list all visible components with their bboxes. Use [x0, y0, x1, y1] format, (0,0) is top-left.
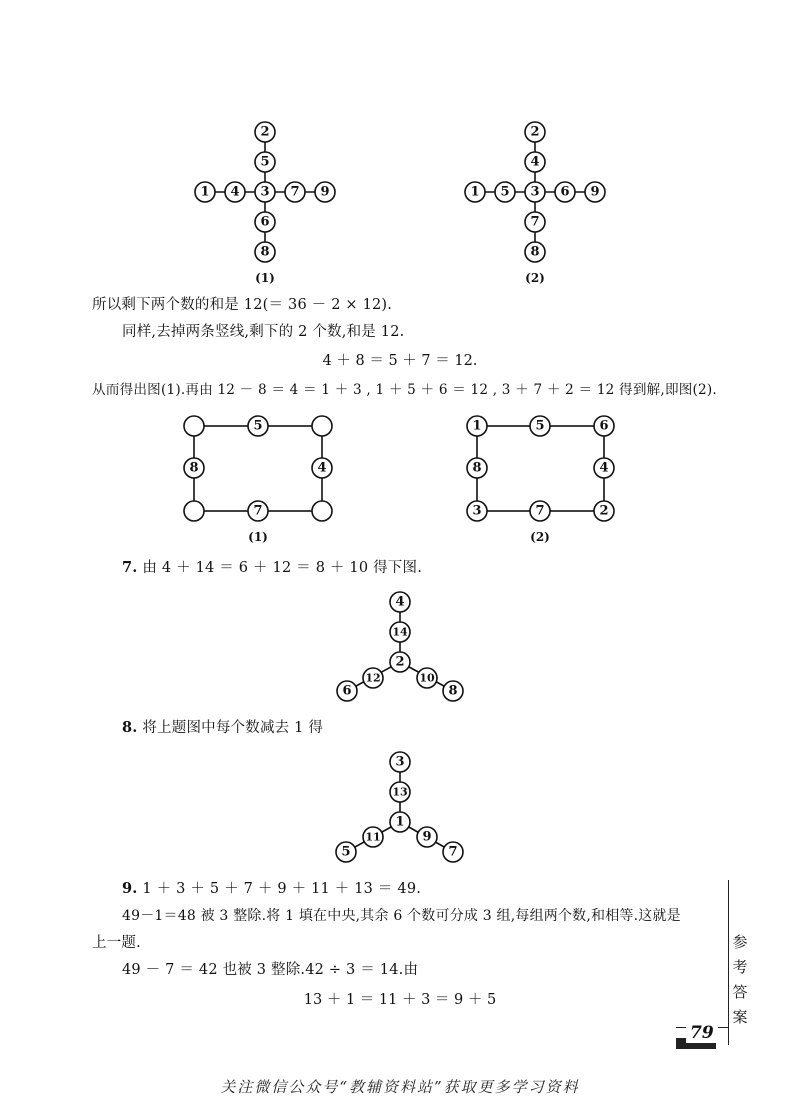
page-number: 79	[686, 1023, 718, 1043]
node-label: 5	[341, 844, 351, 860]
side-tab-char: 考	[732, 958, 748, 976]
figure-caption: (2)	[525, 271, 545, 285]
node-label: 4	[599, 460, 609, 476]
node-label: 6	[560, 184, 570, 200]
rect-figure-2	[467, 416, 614, 544]
text-line: 所以剩下两个数的和是 12(＝ 36 － 2 × 12).	[92, 297, 393, 313]
side-tab-char: 答	[732, 983, 748, 1001]
node-label: 7	[448, 844, 458, 860]
node-label: 7	[535, 503, 545, 519]
figure-caption: (2)	[530, 530, 550, 544]
node-label: 3	[530, 184, 540, 200]
problem-9	[122, 877, 421, 898]
problem-7	[122, 556, 422, 577]
node-label: 2	[530, 124, 540, 140]
node-label: 12	[365, 671, 381, 685]
text-line: 49－1＝48 被 3 整除.将 1 填在中央,其余 6 个数可分成 3 组,每组两个数,和相等.这就是	[122, 908, 681, 924]
node-label: 7	[530, 214, 540, 230]
node-label: 8	[189, 460, 199, 476]
node-label: 13	[392, 785, 408, 799]
footer-note: 关注微信公众号“教辅资料站”获取更多学习资料	[220, 1078, 580, 1096]
node-label: 3	[472, 503, 482, 519]
node-label: 6	[342, 683, 352, 699]
problem-number: 9.	[122, 880, 138, 897]
y-figure-7	[337, 592, 463, 701]
node-label: 11	[365, 830, 381, 844]
node-label: 10	[419, 671, 435, 685]
node-label: 9	[590, 184, 600, 200]
problem-number: 7.	[122, 559, 138, 576]
side-tab-char: 参	[732, 933, 748, 951]
node-label: 2	[260, 124, 270, 140]
node-label: 4	[230, 184, 240, 200]
node-label: 1	[395, 814, 405, 830]
problem-number: 8.	[122, 719, 138, 736]
node-label: 4	[317, 460, 327, 476]
cross-figure-1	[195, 122, 335, 285]
figure-caption: (1)	[248, 530, 268, 544]
node-label: 9	[422, 829, 432, 845]
node-label: 2	[599, 503, 609, 519]
y-figure-8	[336, 752, 463, 862]
text-line: 同样,去掉两条竖线,剩下的 2 个数,和是 12.	[122, 324, 405, 340]
text-line: 上一题.	[92, 935, 141, 951]
figure-caption: (1)	[255, 271, 275, 285]
side-tab-char: 案	[732, 1008, 748, 1026]
node-label: 5	[535, 418, 545, 434]
equation: 4 ＋ 8 ＝ 5 ＋ 7 ＝ 12.	[322, 353, 478, 369]
problem-text: 1 ＋ 3 ＋ 5 ＋ 7 ＋ 9 ＋ 11 ＋ 13 ＝ 49.	[142, 881, 422, 897]
node-label: 5	[500, 184, 510, 200]
node-label: 14	[392, 625, 408, 639]
rect-figure-1	[184, 416, 332, 544]
node-label: 1	[472, 418, 482, 434]
node-label: 2	[395, 654, 405, 670]
problem-text: 由 4 ＋ 14 ＝ 6 ＋ 12 ＝ 8 ＋ 10 得下图.	[142, 560, 423, 576]
problem-8	[122, 716, 323, 737]
node-label: 1	[470, 184, 480, 200]
equation: 13 ＋ 1 ＝ 11 ＋ 3 ＝ 9 ＋ 5	[303, 992, 497, 1008]
node-label: 6	[599, 418, 609, 434]
side-tab	[730, 930, 750, 1030]
node-label: 5	[260, 154, 270, 170]
node-label: 3	[395, 754, 405, 770]
node-label: 7	[290, 184, 300, 200]
node-label: 9	[320, 184, 330, 200]
text-line: 从而得出图(1).再由 12 － 8 ＝ 4 ＝ 1 ＋ 3 , 1 ＋ 5 ＋ 6 ＝ 12 , 3 ＋ 7 ＋ 2 ＝ 12 得到解,即图(2).	[92, 382, 717, 398]
node-label: 8	[448, 683, 458, 699]
node-label: 4	[530, 154, 540, 170]
node-label: 5	[253, 418, 263, 434]
node-label: 6	[260, 214, 270, 230]
node-label: 1	[200, 184, 210, 200]
node-label: 3	[260, 184, 270, 200]
node-label: 4	[395, 594, 405, 610]
text-line: 49 － 7 ＝ 42 也被 3 整除.42 ÷ 3 ＝ 14.由	[122, 962, 419, 978]
node-label: 8	[472, 460, 482, 476]
node-label: 8	[260, 244, 270, 260]
node-label: 7	[253, 503, 263, 519]
cross-figure-2	[465, 122, 605, 285]
node-label: 8	[530, 244, 540, 260]
problem-text: 将上题图中每个数减去 1 得	[142, 720, 324, 736]
side-rule	[728, 880, 729, 1045]
